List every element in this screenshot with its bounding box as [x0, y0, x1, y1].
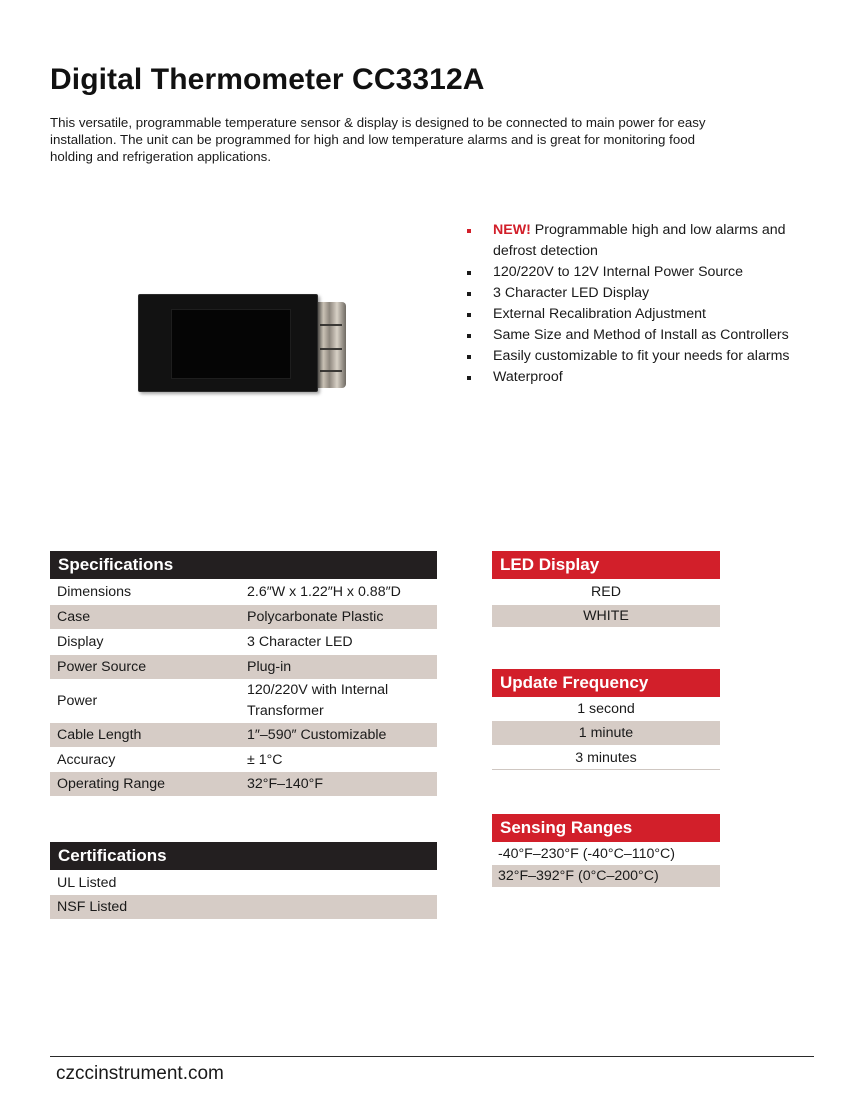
spec-value: 120/220V with Internal Transformer — [247, 682, 389, 719]
spec-row-cable-length — [50, 723, 437, 747]
spec-value: Plug-in — [247, 658, 292, 675]
spec-value: 2.6″W x 1.22″H x 0.88″D — [247, 583, 401, 600]
spec-label: Dimensions — [57, 584, 132, 600]
feature-item — [465, 220, 815, 262]
sensing-ranges-heading: Sensing Ranges — [492, 814, 720, 842]
spec-value: ± 1°C — [247, 751, 283, 768]
feature-text: 120/220V to 12V Internal Power Source — [493, 264, 744, 280]
spec-row-operating-range — [50, 772, 437, 796]
bullet-icon — [467, 376, 471, 380]
feature-item — [465, 283, 815, 304]
spec-value: Polycarbonate Plastic — [247, 608, 384, 625]
spec-label: Display — [57, 634, 104, 650]
spec-value: 1″–590″ Customizable — [247, 726, 387, 743]
feature-text: Easily customizable to fit your needs for alarms — [493, 348, 790, 364]
sensing-row: -40°F–230°F (-40°C–110°C) — [498, 846, 675, 862]
product-display-window — [171, 309, 291, 379]
spec-row-accuracy — [50, 748, 437, 772]
spec-label: Cable Length — [57, 727, 142, 743]
spec-label: Case — [57, 609, 91, 625]
spec-row-power-source — [50, 655, 437, 679]
spec-row-power — [50, 680, 437, 722]
product-side-housing — [316, 302, 346, 388]
spec-value: 3 Character LED — [247, 633, 353, 650]
feature-item — [465, 346, 815, 367]
spec-label: Power Source — [57, 659, 147, 675]
led-display-heading: LED Display — [492, 551, 720, 579]
intro-paragraph: This versatile, programmable temperature sensor & display is designed to be connected to main power for easy installation. The unit can be programmed for high and low temperature alarms and is great for monitoring food holding and refrigeration applications. — [50, 115, 706, 164]
certifications-heading: Certifications — [50, 842, 437, 870]
table-divider — [492, 769, 720, 770]
feature-item — [465, 304, 815, 325]
bullet-icon — [467, 334, 471, 338]
spec-row-display — [50, 630, 437, 654]
sensing-row: 32°F–392°F (0°C–200°C) — [492, 865, 720, 887]
spec-row-case — [50, 605, 437, 629]
product-image — [134, 290, 352, 396]
freq-row: 1 second — [577, 701, 635, 717]
led-row-white: WHITE — [492, 605, 720, 627]
feature-text: Programmable high and low alarms and defrost detection — [493, 222, 786, 259]
footer-divider — [50, 1056, 814, 1057]
bullet-icon — [467, 271, 471, 275]
update-frequency-heading: Update Frequency — [492, 669, 720, 697]
cert-label: UL Listed — [57, 874, 117, 891]
feature-text: Same Size and Method of Install as Controllers — [493, 327, 789, 343]
freq-row: 1 minute — [492, 721, 720, 745]
spec-row-dimensions — [50, 580, 437, 604]
footer-website: czccinstrument.com — [56, 1063, 224, 1084]
feature-item — [465, 325, 815, 346]
freq-row: 3 minutes — [575, 749, 637, 766]
bullet-icon — [467, 229, 471, 233]
spec-label: Operating Range — [57, 776, 166, 792]
specifications-heading: Specifications — [50, 551, 437, 579]
product-front-bezel — [138, 294, 318, 392]
feature-text: External Recalibration Adjustment — [493, 306, 706, 322]
cert-label: NSF Listed — [57, 899, 128, 915]
new-badge: NEW! — [493, 222, 531, 238]
feature-list — [465, 220, 815, 388]
led-row-red: RED — [591, 584, 621, 600]
bullet-icon — [467, 313, 471, 317]
spec-value: 32°F–140°F — [247, 775, 324, 792]
bullet-icon — [467, 355, 471, 359]
spec-label: Power — [57, 693, 98, 709]
feature-item — [465, 262, 815, 283]
bullet-icon — [467, 292, 471, 296]
page-title: Digital Thermometer CC3312A — [50, 63, 485, 96]
cert-row-nsf — [50, 895, 437, 919]
feature-text: 3 Character LED Display — [493, 285, 650, 301]
feature-text: Waterproof — [493, 369, 563, 385]
spec-label: Accuracy — [57, 752, 116, 768]
cert-row-ul — [50, 871, 437, 894]
feature-item — [465, 367, 815, 388]
